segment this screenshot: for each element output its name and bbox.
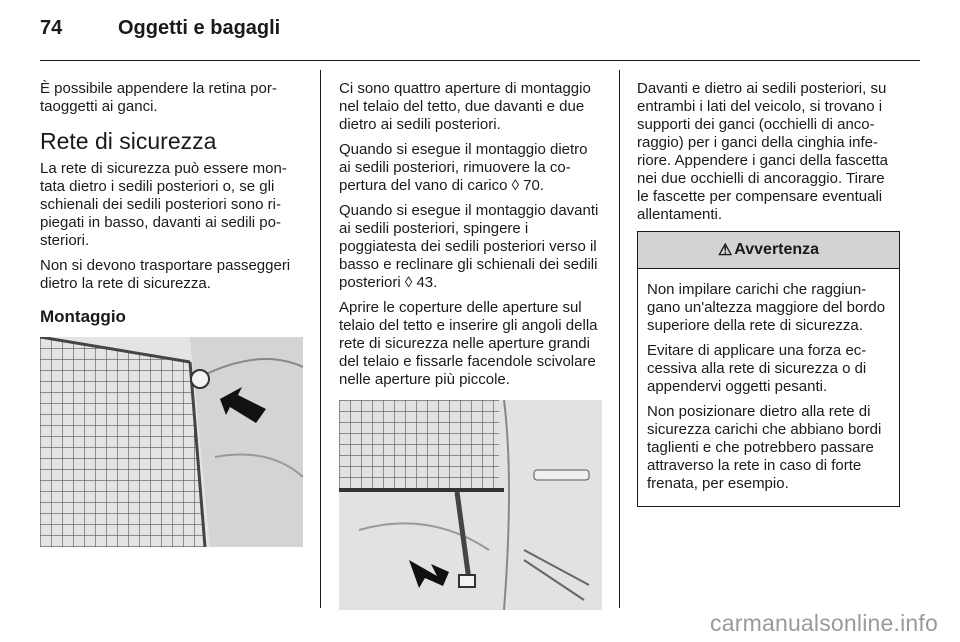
page-header: [40, 17, 920, 47]
warning-title: Avvertenza: [734, 241, 820, 258]
watermark: carmanualsonline.info: [710, 610, 938, 636]
paragraph: La rete di sicurezza può essere montata dietro i sedili posteriori o, se gli schienali dei sedili posteriori sono ripiegati in basso, davanti ai sedili posteriori.: [40, 160, 287, 249]
illustration-floor-anchor: [339, 400, 602, 610]
header-divider: [40, 60, 920, 61]
warning-paragraph: Evitare di applicare una forza eccessiva alla rete di sicurezza o di appendervi oggetti pesanti.: [647, 342, 867, 395]
warning-box: [637, 231, 900, 507]
page-title: Oggetti e bagagli: [118, 17, 281, 39]
paragraph: Davanti e dietro ai sedili posteriori, su entrambi i lati del veicolo, si trovano i supporti dei ganci (occhielli di ancoraggio) per i ganci della cinghia inferiore. Appendere i ganci della fascetta nei due occhielli di ancoraggio. Tirare le fascette per compensare eventuali allentamenti.: [637, 80, 888, 223]
column-2: [339, 80, 602, 610]
warning-paragraph: Non impilare carichi che raggiungano un'altezza maggiore del bordo superiore della rete di sicurezza.: [647, 281, 886, 334]
intro-paragraph: È possibile appendere la retina portaoggetti ai ganci.: [40, 80, 277, 115]
subheading: Montaggio: [40, 307, 126, 326]
page-number: 74: [40, 17, 63, 39]
paragraph: Quando si esegue il montaggio davanti ai sedili posteriori, spingere i poggiatesta dei sedili posteriori verso il basso e reclinare gli schienali dei sedili posteriori ◊ 43.: [339, 202, 599, 291]
section-title: Rete di sicurezza: [40, 128, 217, 154]
column-3: [637, 80, 900, 507]
paragraph: Quando si esegue il montaggio dietro ai sedili posteriori, rimuovere la copertura del vano di carico ◊ 70.: [339, 141, 588, 194]
warning-paragraph: Non posizionare dietro alla rete di sicurezza carichi che abbiano bordi taglienti e che potrebbero passare attraverso la rete in caso di forte frenata, per esempio.: [647, 403, 882, 492]
column-divider-2: [619, 70, 620, 608]
warning-triangle-icon: ⚠: [717, 242, 733, 259]
warning-body: [638, 269, 899, 506]
warning-header: [638, 232, 899, 269]
paragraph: Non si devono trasportare passeggeri dietro la rete di sicurezza.: [40, 257, 291, 292]
illustration-roof-mount: [40, 337, 303, 547]
column-1: [40, 80, 303, 547]
paragraph: Aprire le coperture delle aperture sul telaio del tetto e inserire gli angoli della rete di sicurezza nelle aperture grandi del telaio e fissarle facendole scivolare nelle aperture più piccole.: [339, 299, 598, 388]
paragraph: Ci sono quattro aperture di montaggio nel telaio del tetto, due davanti e due dietro ai sedili posteriori.: [339, 80, 591, 133]
column-divider-1: [320, 70, 321, 608]
